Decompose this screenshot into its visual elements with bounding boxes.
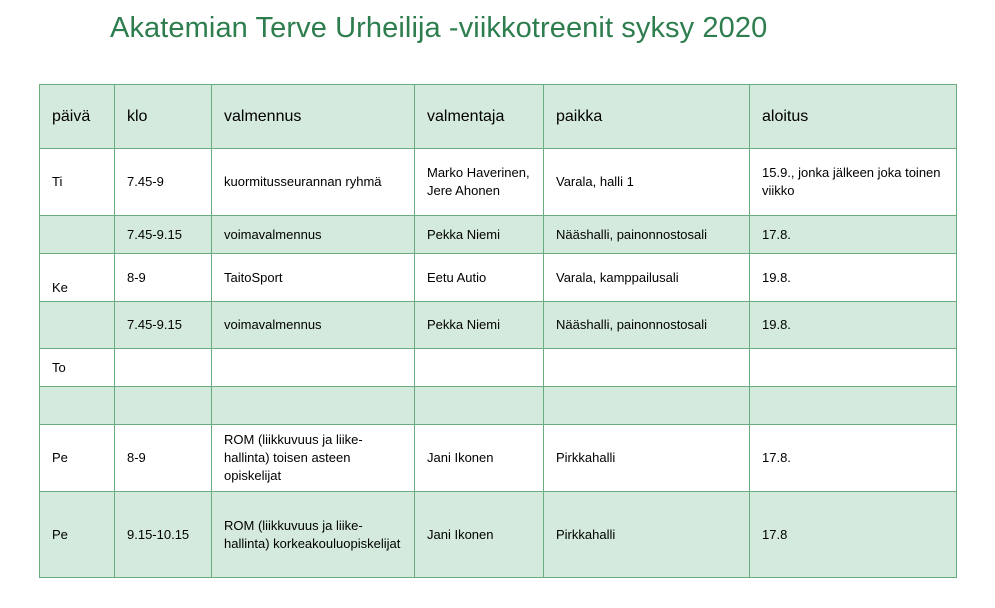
- cell-paiva: Ke: [40, 254, 115, 302]
- cell-klo: 9.15-10.15: [115, 492, 212, 578]
- cell-paiva: Pe: [40, 492, 115, 578]
- cell-paikka: Pirkkahalli: [544, 492, 750, 578]
- cell-valmentaja: Jani Ikonen: [415, 492, 544, 578]
- column-header-aloitus: aloitus: [750, 85, 957, 149]
- cell-aloitus: 15.9., jonka jälkeen joka toinen viikko: [750, 149, 957, 216]
- cell-klo: [115, 349, 212, 387]
- cell-paiva: To: [40, 349, 115, 387]
- cell-paiva: [40, 387, 115, 425]
- column-header-klo: klo: [115, 85, 212, 149]
- cell-valmentaja: Eetu Autio: [415, 254, 544, 302]
- cell-valmennus: [212, 349, 415, 387]
- cell-paikka: [544, 387, 750, 425]
- table-row: [40, 425, 957, 492]
- cell-valmennus: ROM (liikkuvuus ja liike-hallinta) toisen asteen opiskelijat: [212, 425, 415, 492]
- table-row: [40, 149, 957, 216]
- cell-aloitus: 19.8.: [750, 302, 957, 349]
- cell-valmennus: voimavalmennus: [212, 302, 415, 349]
- cell-klo: 7.45-9.15: [115, 216, 212, 254]
- column-header-valmentaja: valmentaja: [415, 85, 544, 149]
- table-row: [40, 492, 957, 578]
- cell-valmennus: voimavalmennus: [212, 216, 415, 254]
- cell-valmentaja: Marko Haverinen, Jere Ahonen: [415, 149, 544, 216]
- cell-valmennus: [212, 387, 415, 425]
- cell-aloitus: 17.8.: [750, 425, 957, 492]
- cell-valmennus: ROM (liikkuvuus ja liike-hallinta) korkeakouluopiskelijat: [212, 492, 415, 578]
- cell-valmennus: TaitoSport: [212, 254, 415, 302]
- cell-klo: 7.45-9: [115, 149, 212, 216]
- column-header-paikka: paikka: [544, 85, 750, 149]
- cell-klo: [115, 387, 212, 425]
- cell-valmentaja: [415, 349, 544, 387]
- cell-valmentaja: [415, 387, 544, 425]
- cell-klo: 8-9: [115, 254, 212, 302]
- cell-valmentaja: Pekka Niemi: [415, 216, 544, 254]
- cell-paikka: [544, 349, 750, 387]
- cell-klo: 7.45-9.15: [115, 302, 212, 349]
- cell-paiva: [40, 302, 115, 349]
- cell-paikka: Nääshalli, painonnostosali: [544, 302, 750, 349]
- cell-paikka: Varala, kamppailusali: [544, 254, 750, 302]
- column-header-paiva: päivä: [40, 85, 115, 149]
- cell-paikka: Pirkkahalli: [544, 425, 750, 492]
- cell-paiva: Pe: [40, 425, 115, 492]
- table-header-row: [40, 85, 957, 149]
- table-row: [40, 254, 957, 302]
- cell-paikka: Nääshalli, painonnostosali: [544, 216, 750, 254]
- cell-paikka: Varala, halli 1: [544, 149, 750, 216]
- cell-valmennus: kuormitusseurannan ryhmä: [212, 149, 415, 216]
- cell-klo: 8-9: [115, 425, 212, 492]
- cell-aloitus: [750, 349, 957, 387]
- schedule-table: [39, 84, 957, 578]
- cell-aloitus: [750, 387, 957, 425]
- table-row: [40, 302, 957, 349]
- table-row: [40, 387, 957, 425]
- cell-paiva: Ti: [40, 149, 115, 216]
- page-title: Akatemian Terve Urheilija -viikkotreenit syksy 2020: [110, 12, 768, 44]
- cell-valmentaja: Jani Ikonen: [415, 425, 544, 492]
- table-row: [40, 216, 957, 254]
- table-row: [40, 349, 957, 387]
- cell-aloitus: 17.8.: [750, 216, 957, 254]
- column-header-valmennus: valmennus: [212, 85, 415, 149]
- cell-aloitus: 17.8: [750, 492, 957, 578]
- cell-valmentaja: Pekka Niemi: [415, 302, 544, 349]
- cell-paiva: [40, 216, 115, 254]
- cell-aloitus: 19.8.: [750, 254, 957, 302]
